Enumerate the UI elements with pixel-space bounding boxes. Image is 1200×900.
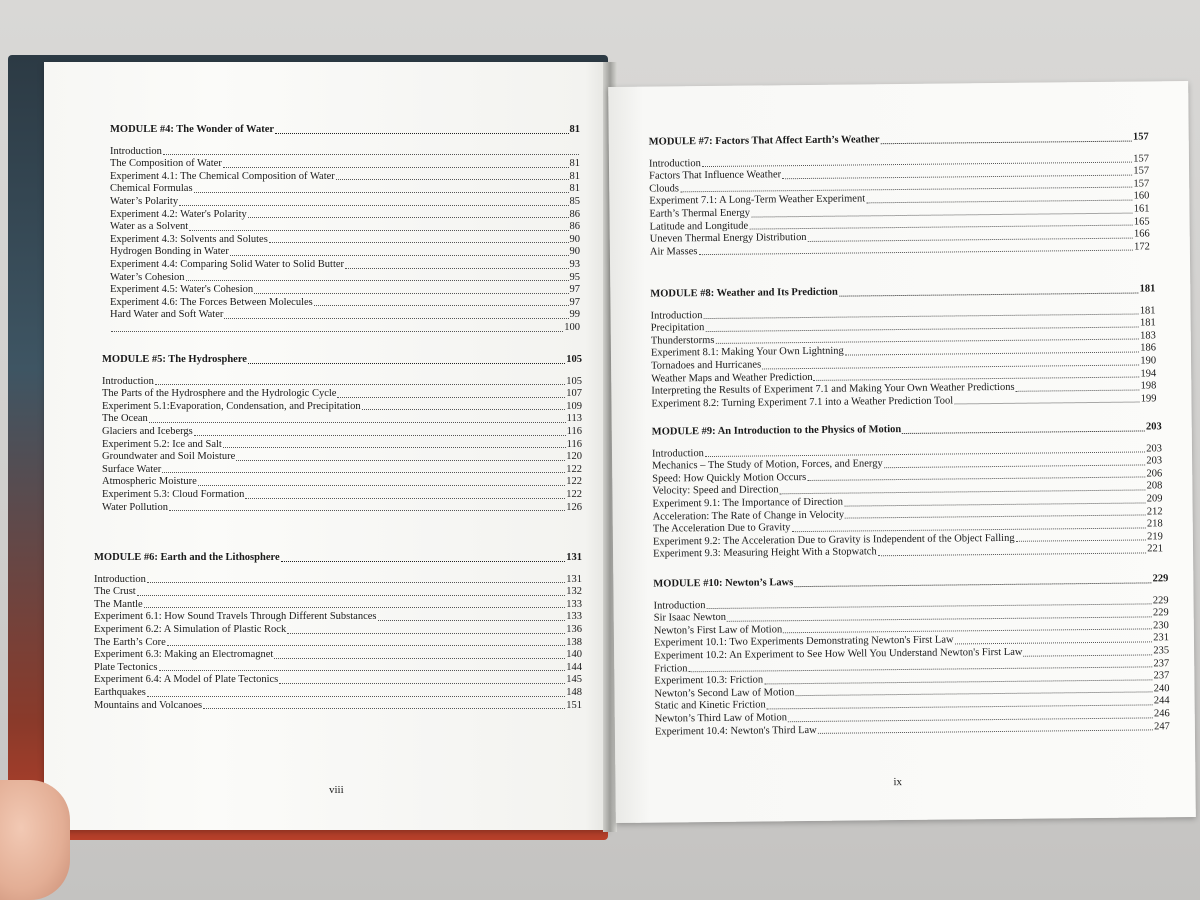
entry-page: 172 xyxy=(1134,241,1150,253)
leader-dots xyxy=(314,305,569,306)
entry-title: Experiment 8.2: Turning Experiment 7.1 into a Weather Prediction Tool xyxy=(651,395,954,410)
hand xyxy=(0,780,70,900)
entry-page: 99 xyxy=(569,309,580,321)
leader-dots xyxy=(902,430,1145,434)
module-title: MODULE #6: Earth and the Lithosphere xyxy=(94,552,280,563)
entry-page: 240 xyxy=(1153,682,1170,695)
toc-entry xyxy=(102,413,582,426)
module-10 xyxy=(653,573,1170,739)
entry-title: Atmospheric Moisture xyxy=(102,476,197,488)
module-heading xyxy=(110,124,580,137)
entry-title: Experiment 6.3: Making an Electromagnet xyxy=(94,649,274,661)
entry-title: Glaciers and Icebergs xyxy=(102,425,193,437)
module-page: 203 xyxy=(1145,421,1162,433)
leader-dots xyxy=(230,255,569,256)
leader-dots xyxy=(269,242,569,243)
toc-entry xyxy=(94,674,582,687)
right-page xyxy=(608,81,1196,823)
entry-title: Experiment 10.3: Friction xyxy=(654,674,764,687)
toc-entry xyxy=(110,234,580,247)
entry-page: 126 xyxy=(566,501,582,513)
entry-page: 145 xyxy=(566,674,582,686)
entry-page: 132 xyxy=(566,586,582,598)
toc-entry xyxy=(110,284,580,297)
leader-dots xyxy=(245,498,565,499)
entry-page: 181 xyxy=(1139,304,1156,317)
toc-entry xyxy=(102,476,582,489)
leader-dots xyxy=(144,607,566,608)
entry-page: 109 xyxy=(566,400,582,412)
entry-page: 209 xyxy=(1146,493,1163,505)
leader-dots xyxy=(839,292,1139,296)
entry-title: Clouds xyxy=(649,183,680,195)
entry-page: 81 xyxy=(569,183,580,195)
toc-entry xyxy=(102,464,582,477)
left-page xyxy=(44,62,608,830)
leader-dots xyxy=(866,200,1132,204)
module-title: MODULE #4: The Wonder of Water xyxy=(110,124,275,135)
leader-dots xyxy=(147,582,565,583)
entry-title: Experiment 7.1: A Long-Term Weather Experiment xyxy=(649,193,866,208)
toc-entry xyxy=(94,586,582,599)
entry-page: 190 xyxy=(1140,355,1157,367)
entry-title: Experiment 4.2: Water's Polarity xyxy=(110,208,247,220)
entry-page: 181 xyxy=(1139,317,1156,329)
entry-title: Thunderstorms xyxy=(650,334,715,347)
entry-page: 116 xyxy=(566,425,582,437)
entry-page: 131 xyxy=(566,573,582,585)
entry-page: 93 xyxy=(569,258,580,270)
entry-page: 230 xyxy=(1153,619,1169,632)
entry-title: Mountains and Volcanoes xyxy=(94,699,203,711)
module-6 xyxy=(94,552,582,712)
toc-entry xyxy=(102,502,582,515)
entry-title: Sir Isaac Newton xyxy=(653,612,727,624)
entry-title: Friction xyxy=(654,662,688,675)
entry-page: 85 xyxy=(569,195,580,207)
entry-page: 203 xyxy=(1146,455,1163,467)
module-page: 105 xyxy=(566,354,582,365)
entry-page: 151 xyxy=(566,699,582,711)
entry-page: 140 xyxy=(566,649,582,661)
entry-page: 86 xyxy=(569,208,580,220)
entry-title: Acceleration: The Rate of Change in Velocity xyxy=(652,509,845,523)
entry-page: 100 xyxy=(564,321,580,333)
entry-title: Earthquakes xyxy=(94,686,146,698)
entry-title: The Parts of the Hydrosphere and the Hydrologic Cycle xyxy=(102,388,337,400)
entry-title: Experiment 6.2: A Simulation of Plastic Rock xyxy=(94,623,287,635)
entry-page: 237 xyxy=(1153,657,1170,669)
entry-page: 221 xyxy=(1147,543,1164,555)
entry-page: 122 xyxy=(566,463,582,475)
leader-dots xyxy=(884,464,1146,468)
entry-title: Experiment 5.3: Cloud Formation xyxy=(102,488,245,500)
leader-dots xyxy=(186,280,569,281)
entry-title: The Composition of Water xyxy=(110,158,222,170)
toc-entry xyxy=(94,662,582,675)
entry-title: Earth’s Thermal Energy xyxy=(649,207,751,220)
entry-title: Precipitation xyxy=(650,322,705,334)
entry-page: 203 xyxy=(1146,442,1163,455)
toc-entry xyxy=(102,439,582,452)
toc-entry xyxy=(94,624,582,637)
toc-entry xyxy=(94,637,582,650)
leader-dots xyxy=(147,696,565,697)
entry-page: 138 xyxy=(566,636,582,648)
entry-page: 183 xyxy=(1139,330,1156,342)
entry-title: Newton’s First Law of Motion xyxy=(653,624,783,637)
entry-page: 186 xyxy=(1140,342,1156,354)
toc-entry xyxy=(110,272,580,285)
module-8 xyxy=(650,283,1156,411)
toc-entry xyxy=(110,322,580,335)
entry-title: Latitude and Longitude xyxy=(649,220,749,233)
toc-entry xyxy=(94,700,582,713)
module-heading xyxy=(102,354,582,367)
entry-title: Plate Tectonics xyxy=(94,661,158,673)
toc-entry xyxy=(102,489,582,502)
entry-title: Air Masses xyxy=(649,245,698,258)
leader-dots xyxy=(954,402,1140,405)
entry-title: Experiment 10.1: Two Experiments Demonstrating Newton's First Law xyxy=(653,634,954,649)
leader-dots xyxy=(194,192,569,193)
leader-dots xyxy=(224,318,568,319)
module-heading xyxy=(649,131,1149,149)
toc-entry xyxy=(110,196,580,209)
leader-dots xyxy=(179,205,568,206)
entry-page: 231 xyxy=(1153,632,1170,644)
module-page: 157 xyxy=(1132,131,1149,143)
toc-entry xyxy=(110,171,580,184)
leader-dots xyxy=(223,447,566,448)
entry-title: Hard Water and Soft Water xyxy=(110,309,224,321)
leader-dots xyxy=(275,133,568,134)
leader-dots xyxy=(336,179,569,180)
entry-page: 116 xyxy=(566,438,582,450)
entry-page: 148 xyxy=(566,686,582,698)
entry-page: 157 xyxy=(1133,165,1150,177)
entry-title: Groundwater and Soil Moisture xyxy=(102,451,236,463)
entry-title: The Crust xyxy=(94,586,136,598)
entry-title: Water’s Cohesion xyxy=(110,271,185,283)
entry-page: 81 xyxy=(569,158,580,170)
module-heading xyxy=(652,421,1162,439)
toc-entry xyxy=(110,297,580,310)
entry-title: Velocity: Speed and Direction xyxy=(652,484,779,497)
toc-entry xyxy=(102,388,582,401)
toc-entry xyxy=(102,426,582,439)
leader-dots xyxy=(159,670,566,671)
entry-page: 113 xyxy=(566,413,582,425)
entry-page: 237 xyxy=(1153,670,1170,682)
entry-title: The Ocean xyxy=(102,413,148,425)
entry-page: 122 xyxy=(566,476,582,488)
entry-title: Experiment 4.5: Water's Cohesion xyxy=(110,284,254,296)
entry-title: Introduction xyxy=(650,309,703,322)
toc-entry xyxy=(110,209,580,222)
leader-dots xyxy=(881,140,1132,144)
entry-title: Experiment 9.1: The Importance of Direction xyxy=(652,496,844,510)
entry-page: 244 xyxy=(1153,695,1170,707)
entry-title: The Earth’s Core xyxy=(94,636,166,648)
entry-page: 229 xyxy=(1152,594,1169,606)
entry-page: 90 xyxy=(569,233,580,245)
entry-title: Experiment 6.1: How Sound Travels Through Different Substances xyxy=(94,611,377,623)
entry-page: 133 xyxy=(566,598,582,610)
leader-dots xyxy=(345,268,568,269)
entry-title: The Mantle xyxy=(94,598,143,610)
entry-page: 246 xyxy=(1153,708,1170,720)
leader-dots xyxy=(169,510,565,511)
entry-page: 81 xyxy=(569,170,580,182)
leader-dots xyxy=(794,582,1151,587)
entry-title: Introduction xyxy=(102,375,154,387)
leader-dots xyxy=(274,658,565,659)
toc-entry xyxy=(110,183,580,196)
leader-dots xyxy=(337,397,565,398)
entry-title: Introduction xyxy=(653,599,706,612)
entry-page: 136 xyxy=(566,623,582,635)
module-title: MODULE #9: An Introduction to the Physics of Motion xyxy=(651,424,902,438)
leader-dots xyxy=(248,217,569,218)
leader-dots xyxy=(955,641,1153,644)
entry-title: Experiment 9.3: Measuring Height With a Stopwatch xyxy=(653,546,877,560)
entry-page: 157 xyxy=(1133,178,1150,190)
entry-title: Experiment 5.1:Evaporation, Condensation, and Precipitation xyxy=(102,400,361,412)
entry-title: Surface Water xyxy=(102,463,162,475)
module-page: 181 xyxy=(1139,283,1156,295)
leader-dots xyxy=(1023,654,1152,656)
entry-page: 235 xyxy=(1153,645,1170,657)
toc-entry xyxy=(110,221,580,234)
leader-dots xyxy=(198,485,565,486)
entry-title: Water’s Polarity xyxy=(110,195,179,207)
entry-page: 218 xyxy=(1146,518,1163,530)
toc-entry xyxy=(102,376,582,389)
entry-title: Experiment 4.4: Comparing Solid Water to Solid Butter xyxy=(110,258,345,270)
entry-title: Mechanics – The Study of Motion, Forces, and Energy xyxy=(652,458,883,472)
leader-dots xyxy=(287,633,565,634)
leader-dots xyxy=(189,230,568,231)
entry-title: Uneven Thermal Energy Distribution xyxy=(649,232,807,245)
entry-page: 212 xyxy=(1146,505,1163,518)
entry-page: 97 xyxy=(569,296,580,308)
leader-dots xyxy=(1016,540,1147,542)
module-heading xyxy=(94,552,582,565)
module-page: 81 xyxy=(569,124,580,135)
entry-page: 133 xyxy=(566,611,582,623)
leader-dots xyxy=(111,331,563,332)
entry-page: 194 xyxy=(1140,367,1157,380)
toc-entry xyxy=(94,649,582,662)
entry-page: 122 xyxy=(566,488,582,500)
entry-title: Experiment 10.4: Newton's Third Law xyxy=(654,724,817,738)
module-title: MODULE #7: Factors That Affect Earth’s Weather xyxy=(648,134,880,148)
toc-entry xyxy=(110,309,580,322)
leader-dots xyxy=(281,561,566,562)
entry-page: 199 xyxy=(1140,393,1157,405)
entry-title: Chemical Formulas xyxy=(110,183,193,195)
leader-dots xyxy=(236,460,565,461)
leader-dots xyxy=(155,384,565,385)
entry-title: Introduction xyxy=(651,447,704,460)
entry-title: Water as a Solvent xyxy=(110,221,189,233)
toc-entry xyxy=(94,599,582,612)
leader-dots xyxy=(203,708,565,709)
module-4 xyxy=(110,124,580,335)
module-heading xyxy=(653,573,1168,591)
entry-page: 160 xyxy=(1133,190,1150,202)
toc-entry xyxy=(94,574,582,587)
entry-title: Newton’s Third Law of Motion xyxy=(654,712,788,725)
entry-title: Introduction xyxy=(110,145,162,157)
leader-dots xyxy=(194,435,566,436)
leader-dots xyxy=(254,293,568,294)
entry-title: Experiment 4.6: The Forces Between Molecules xyxy=(110,296,313,308)
toc-entry xyxy=(94,687,582,700)
page-number-right: ix xyxy=(893,776,903,789)
leader-dots xyxy=(279,683,565,684)
entry-page: 157 xyxy=(1133,152,1149,165)
leader-dots xyxy=(162,472,565,473)
module-title: MODULE #8: Weather and Its Prediction xyxy=(650,286,838,300)
entry-page: 95 xyxy=(569,271,580,283)
entry-title: Experiment 4.1: The Chemical Composition of Water xyxy=(110,170,335,182)
toc-entry xyxy=(102,451,582,464)
entry-title: Experiment 6.4: A Model of Plate Tectonics xyxy=(94,674,279,686)
leader-dots xyxy=(878,552,1147,556)
entry-title: Introduction xyxy=(648,157,701,170)
module-9 xyxy=(652,421,1163,561)
module-5 xyxy=(102,354,582,514)
entry-page: 206 xyxy=(1146,468,1163,480)
entry-title: Static and Kinetic Friction xyxy=(654,699,766,712)
module-page: 229 xyxy=(1152,573,1169,585)
toc-entry xyxy=(110,246,580,259)
leader-dots xyxy=(248,363,565,364)
module-page: 131 xyxy=(566,552,582,563)
entry-title: Experiment 5.2: Ice and Salt xyxy=(102,438,222,450)
leader-dots xyxy=(223,167,569,168)
entry-page: 219 xyxy=(1147,531,1163,543)
module-heading xyxy=(650,283,1155,301)
entry-page: 144 xyxy=(566,661,582,673)
toc-entry xyxy=(110,158,580,171)
entry-title: Water Pollution xyxy=(102,501,168,513)
leader-dots xyxy=(149,422,566,423)
leader-dots xyxy=(1016,389,1140,391)
leader-dots xyxy=(163,154,579,155)
toc-entry xyxy=(102,401,582,414)
entry-page: 161 xyxy=(1133,203,1150,215)
entry-title: Experiment 10.2: An Experiment to See How Well You Understand Newton's First Law xyxy=(654,646,1023,662)
toc-entry xyxy=(110,259,580,272)
toc-entry xyxy=(94,611,582,624)
entry-page: 247 xyxy=(1154,720,1170,732)
entry-title: The Acceleration Due to Gravity xyxy=(652,522,791,535)
entry-title: Experiment 9.2: The Acceleration Due to Gravity is Independent of the Object Falling xyxy=(652,532,1015,548)
leader-dots xyxy=(167,645,566,646)
entry-page: 107 xyxy=(566,388,582,400)
entry-page: 166 xyxy=(1133,228,1150,240)
entry-page: 97 xyxy=(569,284,580,296)
entry-title: Hydrogen Bonding in Water xyxy=(110,246,229,258)
leader-dots xyxy=(362,409,566,410)
module-title: MODULE #5: The Hydrosphere xyxy=(102,354,247,365)
entry-title: Introduction xyxy=(94,573,146,585)
leader-dots xyxy=(818,730,1153,735)
leader-dots xyxy=(378,620,566,621)
entry-title: Factors That Influence Weather xyxy=(649,169,782,182)
entry-page: 229 xyxy=(1152,607,1169,619)
entry-page: 208 xyxy=(1146,480,1163,492)
leader-dots xyxy=(137,595,566,596)
entry-title: Experiment 8.1: Making Your Own Lightning xyxy=(650,345,844,359)
entry-page: 86 xyxy=(569,221,580,233)
entry-page: 198 xyxy=(1140,380,1157,392)
entry-title: Newton’s Second Law of Motion xyxy=(654,686,795,700)
entry-page: 105 xyxy=(566,375,582,387)
entry-page: 120 xyxy=(566,451,582,463)
leader-dots xyxy=(698,250,1133,256)
entry-title: Weather Maps and Weather Prediction xyxy=(651,371,813,385)
entry-title: Interpreting the Results of Experiment 7.1 and Making Your Own Weather Predictions xyxy=(651,381,1015,397)
entry-title: Experiment 4.3: Solvents and Solutes xyxy=(110,233,268,245)
toc-entry xyxy=(110,146,580,159)
module-7 xyxy=(649,131,1150,259)
page-number-left: viii xyxy=(329,784,344,796)
entry-title: Tornadoes and Hurricanes xyxy=(651,359,762,372)
entry-page: 165 xyxy=(1133,215,1150,228)
entry-page: 90 xyxy=(569,246,580,258)
module-title: MODULE #10: Newton’s Laws xyxy=(653,577,794,590)
entry-title: Speed: How Quickly Motion Occurs xyxy=(652,471,807,485)
